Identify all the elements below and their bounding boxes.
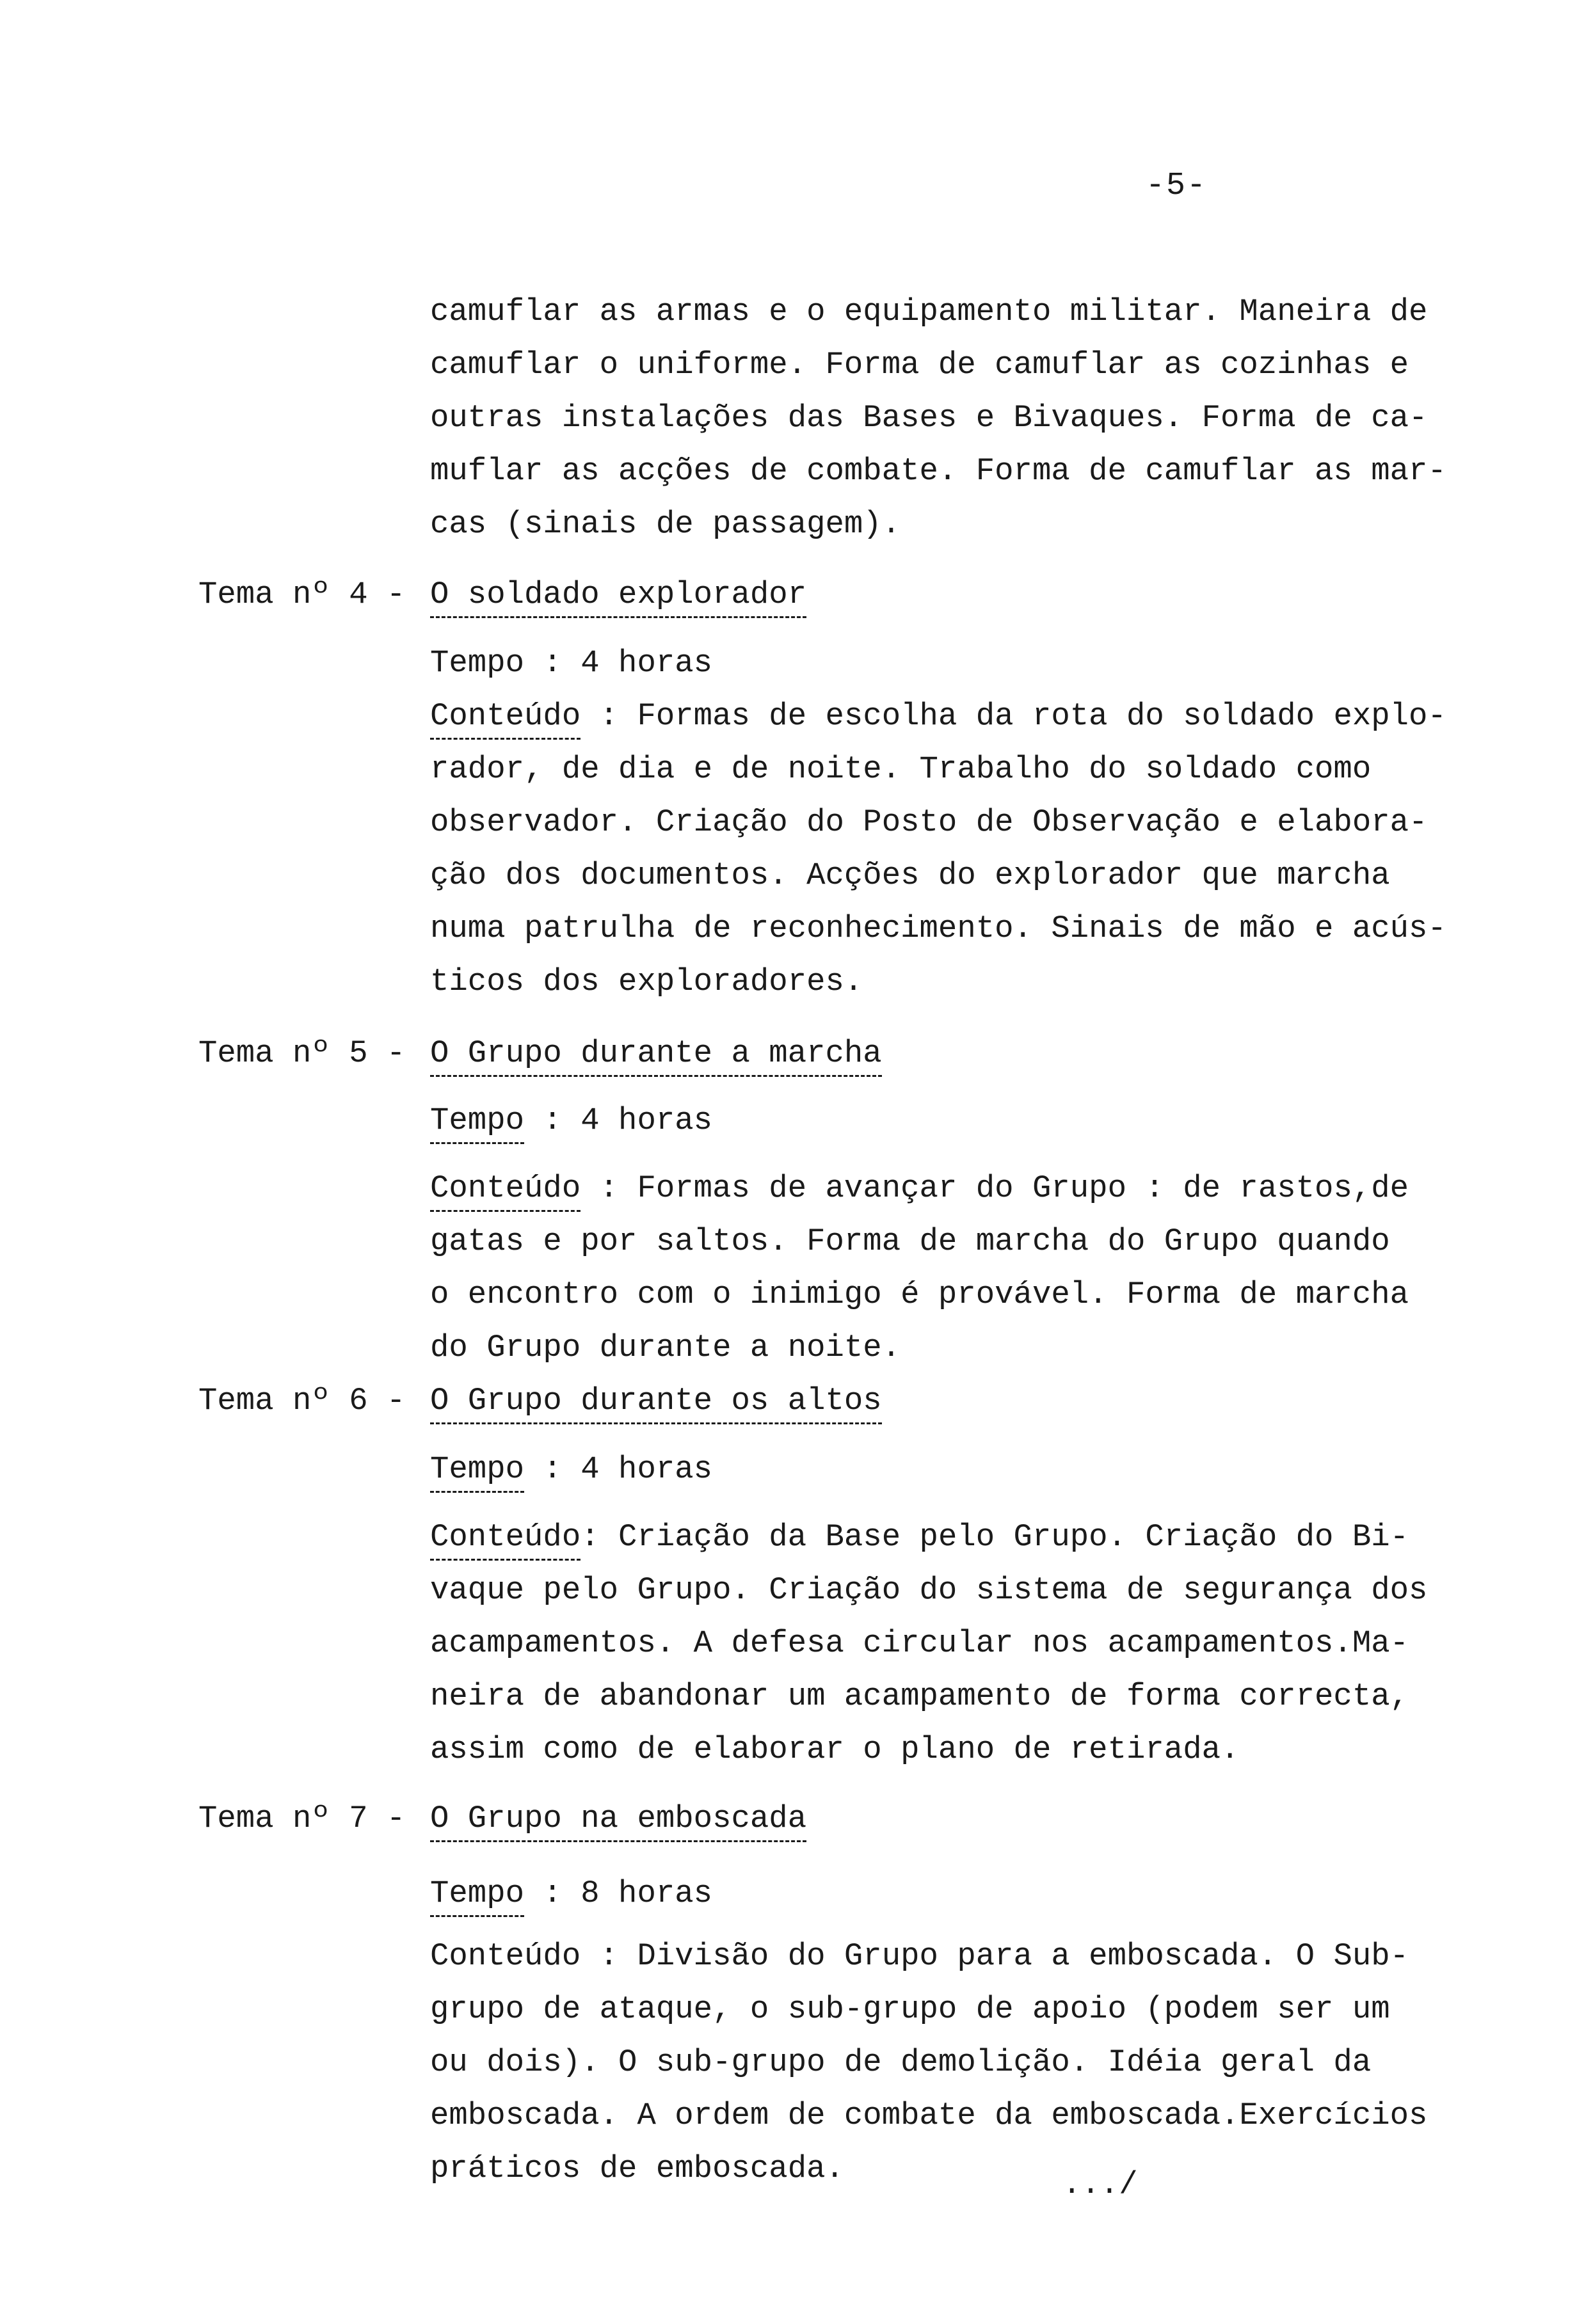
conteudo-line: do Grupo durante a noite.: [430, 1330, 901, 1365]
conteudo-line: : Formas de escolha da rota do soldado explo-: [599, 698, 1446, 734]
intro-line: outras instalações das Bases e Bivaques. Forma de ca-: [430, 400, 1428, 436]
conteudo-line: : Formas de avançar do Grupo : de rastos,de: [599, 1170, 1409, 1206]
tema-title: O soldado explorador: [430, 577, 806, 618]
tempo-value: : 8 horas: [543, 1875, 713, 1911]
tema-label: Tema nº 6 -: [198, 1383, 406, 1419]
conteudo-label: Conteúdo: [430, 1938, 581, 1974]
intro-line: camuflar o uniforme. Forma de camuflar as cozinhas e: [430, 347, 1409, 383]
tema-title: O Grupo na emboscada: [430, 1801, 806, 1842]
conteudo-line: : Divisão do Grupo para a emboscada. O Sub-: [599, 1938, 1409, 1974]
conteudo-line: grupo de ataque, o sub-grupo de apoio (podem ser um: [430, 1991, 1390, 2027]
conteudo-line: ção dos documentos. Acções do explorador que marcha: [430, 857, 1390, 893]
tempo-label: Tempo: [430, 1875, 524, 1917]
page-number: -5-: [1146, 168, 1208, 204]
tema-label: Tema nº 4 -: [198, 577, 406, 612]
tema-title: O Grupo durante a marcha: [430, 1035, 882, 1077]
conteudo-label: Conteúdo: [430, 1519, 580, 1561]
intro-line: cas (sinais de passagem).: [430, 506, 901, 542]
tempo-value: : 4 horas: [543, 1451, 713, 1487]
tempo-label: Tempo: [430, 1102, 524, 1144]
intro-line: muflar as acções de combate. Forma de camuflar as mar-: [430, 453, 1446, 489]
conteudo-line: ou dois). O sub-grupo de demolição. Idéia geral da: [430, 2044, 1372, 2080]
conteudo-line: gatas e por saltos. Forma de marcha do Grupo quando: [430, 1223, 1390, 1259]
conteudo-line: : Criação da Base pelo Grupo. Criação do Bi-: [580, 1519, 1409, 1555]
tema-title: O Grupo durante os altos: [430, 1383, 882, 1424]
tema-label: Tema nº 5 -: [198, 1035, 406, 1071]
conteudo-line: neira de abandonar um acampamento de forma correcta,: [430, 1678, 1409, 1714]
conteudo-label: Conteúdo: [430, 698, 580, 740]
continuation-mark: .../: [1062, 2167, 1138, 2202]
conteudo-line: acampamentos. A defesa circular nos acampamentos.Ma-: [430, 1625, 1409, 1661]
conteudo-label: Conteúdo: [430, 1170, 580, 1212]
conteudo-line: numa patrulha de reconhecimento. Sinais de mão e acús-: [430, 911, 1446, 946]
tempo-value: : 4 horas: [543, 645, 713, 681]
intro-line: camuflar as armas e o equipamento militar. Maneira de: [430, 294, 1428, 330]
tema-label: Tema nº 7 -: [198, 1801, 406, 1836]
conteudo-line: observador. Criação do Posto de Observação e elabora-: [430, 804, 1428, 840]
conteudo-line: assim como de elaborar o plano de retirada.: [430, 1731, 1240, 1767]
tempo-value: : 4 horas: [543, 1102, 713, 1138]
conteudo-line: vaque pelo Grupo. Criação do sistema de segurança dos: [430, 1572, 1428, 1608]
tempo-label: Tempo: [430, 1451, 524, 1493]
conteudo-line: o encontro com o inimigo é provável. Forma de marcha: [430, 1277, 1409, 1312]
conteudo-line: práticos de emboscada.: [430, 2151, 844, 2186]
conteudo-line: ticos dos exploradores.: [430, 964, 863, 999]
tempo-label: Tempo: [430, 645, 525, 681]
conteudo-line: rador, de dia e de noite. Trabalho do soldado como: [430, 751, 1372, 787]
conteudo-line: emboscada. A ordem de combate da emboscada.Exercícios: [430, 2097, 1428, 2133]
